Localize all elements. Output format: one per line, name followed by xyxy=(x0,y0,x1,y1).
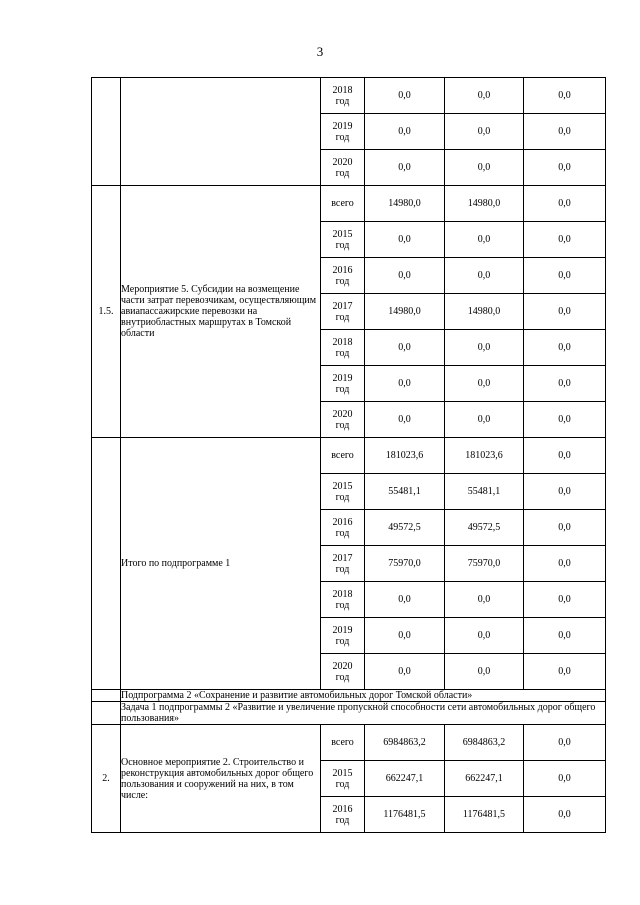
value-regional: 0,0 xyxy=(445,114,524,150)
year-cell: 2017 год xyxy=(321,546,365,582)
value-total: 49572,5 xyxy=(365,510,445,546)
value-other: 0,0 xyxy=(524,510,606,546)
year-cell: 2015 год xyxy=(321,474,365,510)
page-number: 3 xyxy=(316,44,324,59)
year-cell: 2015 год xyxy=(321,761,365,797)
subprogram-title: Подпрограмма 2 «Сохранение и развитие автомобильных дорог Томской области» xyxy=(121,690,606,702)
value-total: 1176481,5 xyxy=(365,797,445,833)
value-regional: 14980,0 xyxy=(445,294,524,330)
year-cell: 2018 год xyxy=(321,330,365,366)
value-regional: 0,0 xyxy=(445,258,524,294)
value-other: 0,0 xyxy=(524,402,606,438)
value-regional: 0,0 xyxy=(445,330,524,366)
task-title: Задача 1 подпрограммы 2 «Развитие и увеличение пропускной способности сети автомобильных дорог общего пользования» xyxy=(121,702,606,725)
value-other: 0,0 xyxy=(524,725,606,761)
value-other: 0,0 xyxy=(524,366,606,402)
year-cell: 2019 год xyxy=(321,366,365,402)
row-number-empty xyxy=(92,702,121,725)
value-other: 0,0 xyxy=(524,438,606,474)
value-total: 6984863,2 xyxy=(365,725,445,761)
value-regional: 55481,1 xyxy=(445,474,524,510)
table-row xyxy=(92,725,606,761)
value-total: 0,0 xyxy=(365,78,445,114)
row-number: 2. xyxy=(92,725,121,833)
year-cell: 2017 год xyxy=(321,294,365,330)
value-other: 0,0 xyxy=(524,186,606,222)
value-total: 0,0 xyxy=(365,222,445,258)
value-other: 0,0 xyxy=(524,78,606,114)
table-row xyxy=(92,438,606,474)
value-total: 181023,6 xyxy=(365,438,445,474)
value-regional: 0,0 xyxy=(445,402,524,438)
value-other: 0,0 xyxy=(524,546,606,582)
value-other: 0,0 xyxy=(524,761,606,797)
value-regional: 14980,0 xyxy=(445,186,524,222)
value-regional: 0,0 xyxy=(445,366,524,402)
value-regional: 0,0 xyxy=(445,582,524,618)
value-other: 0,0 xyxy=(524,150,606,186)
value-regional: 181023,6 xyxy=(445,438,524,474)
value-total: 0,0 xyxy=(365,150,445,186)
measure-name: Итого по подпрограмме 1 xyxy=(121,438,321,690)
value-other: 0,0 xyxy=(524,654,606,690)
table-row xyxy=(92,690,606,702)
budget-table xyxy=(91,77,606,833)
measure-name: Мероприятие 5. Субсидии на возмещение части затрат перевозчикам, осуществляющим авиапассажирские перевозки на внутриобластных маршрутах в Томской области xyxy=(121,186,321,438)
value-total: 0,0 xyxy=(365,582,445,618)
year-cell: всего xyxy=(321,438,365,474)
measure-name: Основное мероприятие 2. Строительство и реконструкция автомобильных дорог общего пользования и сооружений на них, в том числе: xyxy=(121,725,321,833)
year-cell: 2016 год xyxy=(321,258,365,294)
year-cell: 2018 год xyxy=(321,582,365,618)
value-other: 0,0 xyxy=(524,330,606,366)
value-other: 0,0 xyxy=(524,474,606,510)
year-cell: 2020 год xyxy=(321,150,365,186)
table-row xyxy=(92,78,606,114)
year-cell: 2018 год xyxy=(321,78,365,114)
value-regional: 49572,5 xyxy=(445,510,524,546)
value-total: 0,0 xyxy=(365,654,445,690)
row-number-empty xyxy=(92,690,121,702)
row-number: 1.5. xyxy=(92,186,121,438)
value-regional: 0,0 xyxy=(445,78,524,114)
value-total: 0,0 xyxy=(365,258,445,294)
value-other: 0,0 xyxy=(524,222,606,258)
value-total: 14980,0 xyxy=(365,294,445,330)
value-regional: 0,0 xyxy=(445,150,524,186)
year-cell: 2020 год xyxy=(321,402,365,438)
value-total: 55481,1 xyxy=(365,474,445,510)
table-row xyxy=(92,702,606,725)
value-other: 0,0 xyxy=(524,294,606,330)
value-total: 0,0 xyxy=(365,402,445,438)
value-total: 0,0 xyxy=(365,114,445,150)
value-total: 75970,0 xyxy=(365,546,445,582)
value-regional: 0,0 xyxy=(445,654,524,690)
table-row xyxy=(92,186,606,222)
value-regional: 75970,0 xyxy=(445,546,524,582)
year-cell: 2020 год xyxy=(321,654,365,690)
row-number xyxy=(92,438,121,690)
year-cell: 2015 год xyxy=(321,222,365,258)
value-total: 0,0 xyxy=(365,618,445,654)
value-regional: 662247,1 xyxy=(445,761,524,797)
value-other: 0,0 xyxy=(524,114,606,150)
row-number xyxy=(92,78,121,186)
measure-name xyxy=(121,78,321,186)
value-regional: 0,0 xyxy=(445,222,524,258)
value-total: 0,0 xyxy=(365,330,445,366)
value-total: 0,0 xyxy=(365,366,445,402)
year-cell: всего xyxy=(321,725,365,761)
year-cell: 2016 год xyxy=(321,797,365,833)
value-other: 0,0 xyxy=(524,582,606,618)
value-regional: 1176481,5 xyxy=(445,797,524,833)
value-other: 0,0 xyxy=(524,258,606,294)
year-cell: 2019 год xyxy=(321,114,365,150)
value-other: 0,0 xyxy=(524,618,606,654)
year-cell: 2019 год xyxy=(321,618,365,654)
value-total: 662247,1 xyxy=(365,761,445,797)
value-regional: 0,0 xyxy=(445,618,524,654)
year-cell: 2016 год xyxy=(321,510,365,546)
value-total: 14980,0 xyxy=(365,186,445,222)
value-regional: 6984863,2 xyxy=(445,725,524,761)
value-other: 0,0 xyxy=(524,797,606,833)
year-cell: всего xyxy=(321,186,365,222)
